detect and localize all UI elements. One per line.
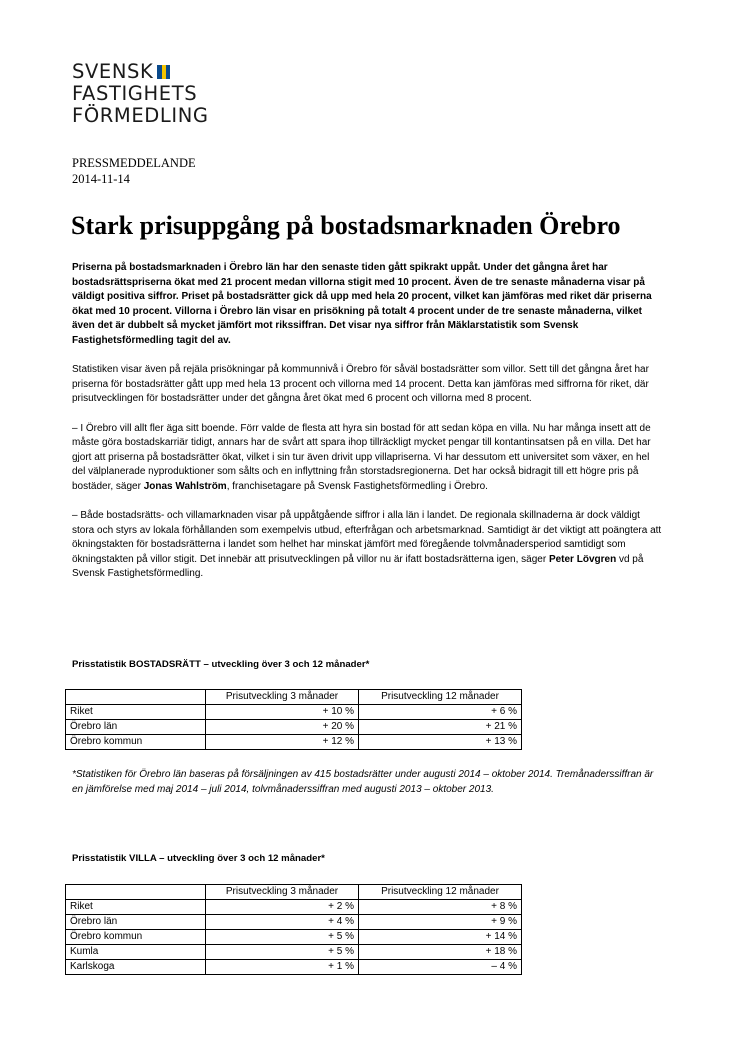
value-12m-cell: + 8 % [359, 900, 522, 915]
table-row [66, 945, 522, 960]
header-cell-12m: Prisutveckling 12 månader [359, 885, 522, 900]
logo-line-2: FASTIGHETS [72, 82, 198, 105]
value-12m-cell: + 9 % [359, 915, 522, 930]
area-cell: Örebro kommun [66, 930, 206, 945]
press-label: PRESSMEDDELANDE [72, 156, 196, 170]
villa-table [65, 884, 522, 975]
value-12m-cell: + 21 % [359, 720, 522, 735]
press-date: 2014-11-14 [72, 171, 130, 186]
value-3m-cell: + 20 % [206, 720, 359, 735]
paragraph-3: – Både bostadsrätts- och villamarknaden visar på uppåtgående siffror i alla län i landet. De regionala skillnaderna är dock väldigt stora och styrs av lokala förhållanden som exempelvis utbud, efterfrågan och arbetsmarknad. Samtidigt är det viktigt att poängtera att ökningstakten för bostadsrätterna i landet som helhet har minskat jämfört med föregående tolvmånadersperiod samtidigt som ökningstakten på villor stigit. Det innebär att prisutvecklingen på villor nu är ifatt bostadsrätterna igen, säger Peter Lövgren vd på Svensk Fastighetsförmedling. [72, 510, 662, 580]
value-12m-cell: + 6 % [359, 705, 522, 720]
header-cell-12m: Prisutveckling 12 månader [359, 690, 522, 705]
value-12m-cell: + 13 % [359, 735, 522, 750]
logo-line-1: SVENSK [72, 60, 154, 83]
bostadsratt-table [65, 689, 522, 750]
swedish-flag-icon [157, 65, 170, 79]
press-header [72, 156, 196, 187]
area-cell: Örebro kommun [66, 735, 206, 750]
quote-name-peter: Peter Lövgren [548, 553, 617, 565]
value-3m-cell: + 4 % [206, 915, 359, 930]
table-row [66, 735, 522, 750]
header-cell-area [66, 690, 206, 705]
value-3m-cell: + 2 % [206, 900, 359, 915]
table-row [66, 705, 522, 720]
statistics-footnote: *Statistiken för Örebro län baseras på försäljningen av 415 bostadsrätter under augusti 2014 – oktober 2014. Tremånaderssiffran är en jämförelse med maj 2014 – juli 2014, tolvmånaderssiffran med augusti 2013 – oktober 2013. [72, 769, 654, 795]
table-row [66, 960, 522, 975]
header-cell-3m: Prisutveckling 3 månader [206, 885, 359, 900]
value-3m-cell: + 1 % [206, 960, 359, 975]
area-cell: Örebro län [66, 915, 206, 930]
area-cell: Riket [66, 705, 206, 720]
table-row [66, 900, 522, 915]
value-3m-cell: + 10 % [206, 705, 359, 720]
table-header-row [66, 690, 522, 705]
value-3m-cell: + 5 % [206, 930, 359, 945]
logo-line-3: FÖRMEDLING [72, 104, 209, 127]
header-cell-3m: Prisutveckling 3 månader [206, 690, 359, 705]
value-3m-cell: + 5 % [206, 945, 359, 960]
paragraph-2: – I Örebro vill allt fler äga sitt boende. Förr valde de flesta att hyra sin bostad för att sedan köpa en villa. Nu har många insett att de måste göra bostadskarriär tidigt, annars har de svårt att spara ihop tillräckligt mycket pengar till kontantinsatsen på en villa. Det har gjort att priserna på bostadsrätter ökat, vilket i sin tur även drivit upp villapriserna. Vi har dessutom ett universitet som växer, en hel del välplanerade nyproduktioner som sålts och en inflyttning från storstadsregionerna. Det har också bidragit till ett högre pris på bostäder, säger Jonas Wahlström, franchisetagare på Svensk Fastighetsförmedling i Örebro. [72, 422, 651, 492]
table-row [66, 720, 522, 735]
table-row [66, 930, 522, 945]
article-body [72, 261, 662, 597]
header-cell-area [66, 885, 206, 900]
area-cell: Kumla [66, 945, 206, 960]
area-cell: Riket [66, 900, 206, 915]
area-cell: Örebro län [66, 720, 206, 735]
value-12m-cell: + 14 % [359, 930, 522, 945]
table-header-row [66, 885, 522, 900]
bostadsratt-table-title: Prisstatistik BOSTADSRÄTT – utveckling över 3 och 12 månader* [72, 659, 370, 670]
area-cell: Karlskoga [66, 960, 206, 975]
value-3m-cell: + 12 % [206, 735, 359, 750]
value-12m-cell: – 4 % [359, 960, 522, 975]
value-12m-cell: + 18 % [359, 945, 522, 960]
villa-table-title: Prisstatistik VILLA – utveckling över 3 och 12 månader* [72, 853, 325, 864]
table-row [66, 915, 522, 930]
paragraph-1: Statistiken visar även på rejäla prisökningar på kommunnivå i Örebro för såväl bostadsrätter som villor. Sett till det gångna året har priserna för bostadsrätter gått upp med hela 13 procent och villorna med 14 procent. Detta kan jämföras med siffrorna för riket, där prisutvecklingen för bostadsrätter under det gångna året ökat med 6 procent och villorna med 8 procent. [72, 364, 649, 405]
lead-paragraph: Priserna på bostadsmarknaden i Örebro län har den senaste tiden gått spikrakt uppåt. Under det gångna året har bostadsrättspriserna ökat med 21 procent medan villorna stigit med 10 procent. Även de tre senaste månaderna visar på väldigt positiva siffror. Priset på bostadsrätter gick då upp med hela 20 procent, vilket kan jämföras med riket där priserna ökat med 10 procent. Villorna i Örebro län visar en prisökning på totalt 4 procent under de tre senaste månaderna, vilket även det är dubbelt så mycket jämfört mot rikssiffran. Det visar nya siffror från Mäklarstatistik som Svensk Fastighetsförmedling tagit del av. [72, 262, 652, 346]
page-title: Stark prisuppgång på bostadsmarknaden Örebro [71, 211, 621, 240]
quote-name-jonas: Jonas Wahlström [143, 480, 227, 492]
company-logo [72, 61, 209, 127]
